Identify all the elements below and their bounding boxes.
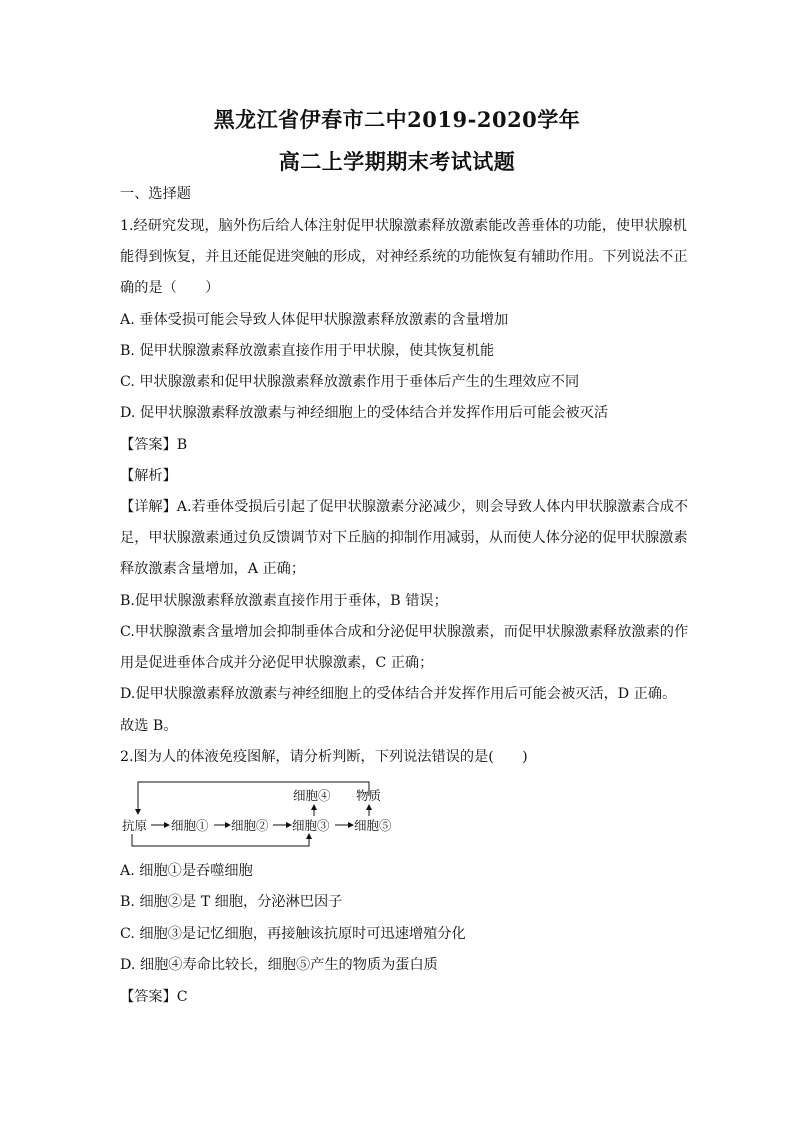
section-heading: 一、选择题 [120,186,191,202]
document-title-line-2: 高二上学期期末考试试题 [278,149,516,174]
q1-stem-line-3: 确的是（ ） [120,280,220,296]
document-title-line-1: 黑龙江省伊春市二中2019-2020学年 [213,107,581,132]
substance-label: 物质 [356,788,382,803]
q2-option-d: D. 细胞④寿命比较长，细胞⑤产生的物质为蛋白质 [120,957,438,973]
q1-analysis-line-6: 用是促进垂体合成并分泌促甲状腺激素，C 正确； [120,655,434,671]
q1-option-a: A. 垂体受损可能会导致人体促甲状腺激素释放激素的含量增加 [120,312,509,328]
cell-5-label: 细胞⑤ [354,818,392,833]
q1-analysis-line-3: 释放激素含量增加，A 正确； [120,561,306,577]
bottom-line [132,834,309,846]
antigen-label: 抗原 [122,818,148,833]
q1-option-c: C. 甲状腺激素和促甲状腺激素释放激素作用于垂体后产生的生理效应不同 [120,374,580,390]
q2-option-c: C. 细胞③是记忆细胞，再接触该抗原时可迅速增殖分化 [120,926,466,942]
q1-analysis-line-7: D.促甲状腺激素释放激素与神经细胞上的受体结合并发挥作用后可能会被灭活，D 正确。 [120,686,677,702]
q1-stem-line-1: 1.经研究发现，脑外伤后给人体注射促甲状腺激素释放激素能改善垂体的功能，使甲状腺机 [120,218,687,234]
humoral-immunity-diagram [118,778,418,850]
q1-analysis-line-8: 故选 B。 [120,718,178,734]
q1-analysis-line-2: 足，甲状腺激素通过负反馈调节对下丘脑的抑制作用减弱，从而使人体分泌的促甲状腺激素 [120,530,688,546]
cell-1-label: 细胞① [171,818,209,833]
q2-option-b: B. 细胞②是 T 细胞，分泌淋巴因子 [120,894,343,910]
q1-analysis-line-5: C.甲状腺激素含量增加会抑制垂体合成和分泌促甲状腺激素，而促甲状腺激素释放激素的作 [120,624,689,640]
q2-stem: 2.图为人的体液免疫图解，请分析判断，下列说法错误的是( ) [120,749,528,765]
q1-stem-line-2: 能得到恢复，并且还能促进突触的形成，对神经系统的功能恢复有辅助作用。下列说法不正 [120,249,688,265]
loop-line [138,782,369,814]
q2-answer: 【答案】C [120,989,188,1005]
q1-option-d: D. 促甲状腺激素释放激素与神经细胞上的受体结合并发挥作用后可能会被灭活 [120,405,609,421]
q1-analysis-line-4: B.促甲状腺激素释放激素直接作用于垂体，B 错误； [120,593,448,609]
cell-3-label: 细胞③ [292,818,330,833]
q1-analysis-line-1: 【详解】A.若垂体受损后引起了促甲状腺激素分泌减少，则会导致人体内甲状腺激素合成不 [120,499,689,515]
cell-2-label: 细胞② [231,818,269,833]
q1-option-b: B. 促甲状腺激素释放激素直接作用于甲状腺，使其恢复机能 [120,343,495,359]
q2-option-a: A. 细胞①是吞噬细胞 [120,863,253,879]
q1-answer: 【答案】B [120,437,188,453]
q1-analysis-label: 【解析】 [120,468,177,484]
cell-4-label: 细胞④ [293,788,331,803]
